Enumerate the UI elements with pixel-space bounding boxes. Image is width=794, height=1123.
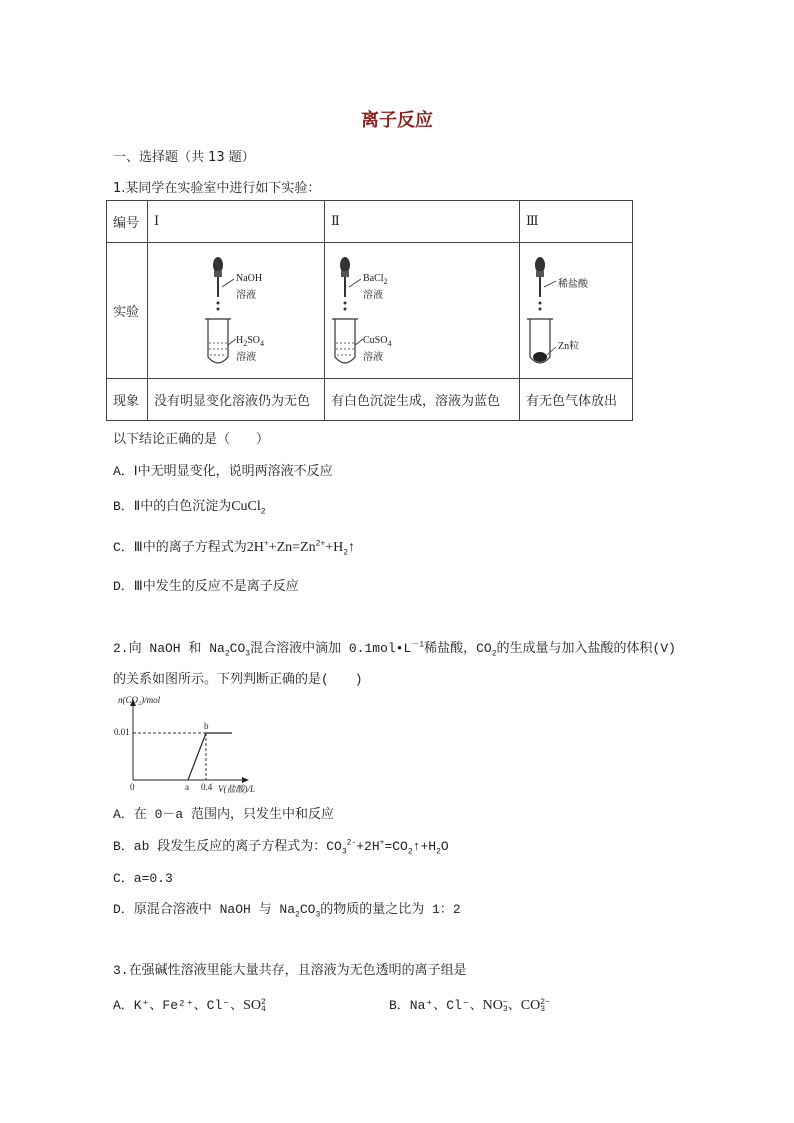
question-1-option-d: D．Ⅲ中发生的反应不是离子反应 (113, 579, 299, 594)
question-1-option-b: B．Ⅱ中的白色沉淀为CuCl$_2$ (113, 499, 266, 517)
exp-1-bottom-reagent: $H_2SO_4$ (236, 335, 265, 348)
exp-2-bottom-reagent: CuSO$_4$ (363, 335, 392, 348)
graph-origin: 0 (130, 782, 135, 792)
exp-2-top-reagent-state: 溶液 (363, 290, 383, 301)
phenomenon-3: 有无色气体放出 (520, 379, 633, 421)
exp-2-figure (325, 243, 520, 379)
exp-3-top-reagent: 稀盐酸 (558, 279, 588, 290)
row-header-phenomenon: 现象 (107, 379, 148, 421)
co2-volume-graph (112, 692, 255, 794)
dropper-tube-3-illustration (520, 243, 632, 377)
graph-point-b: b (204, 721, 209, 731)
graph-x-label: V(盐酸)/L (218, 784, 255, 794)
row-header-id: 编号 (107, 201, 148, 243)
phenomenon-2: 有白色沉淀生成，溶液为蓝色 (325, 379, 520, 421)
question-3-option-a: A．K⁺、Fe²⁺、Cl⁻、SO 2 4 (113, 997, 266, 1014)
graph-y-tick: 0.01 (114, 727, 130, 737)
section-heading: 一、选择题（共 13 题） (113, 150, 255, 165)
graph-point-a: a (185, 782, 189, 792)
question-1-option-a: A．Ⅰ中无明显变化，说明两溶液不反应 (113, 464, 333, 479)
page-title: 离子反应 (361, 110, 433, 131)
graph-y-label: n(CO₂)/mol (118, 695, 161, 705)
exp-id-2: Ⅱ (325, 201, 520, 243)
question-3-option-b: B．Na⁺、Cl⁻、NO − 3 、CO 2− 3 (389, 997, 550, 1014)
question-3-stem: 3.在强碱性溶液里能大量共存，且溶液为无色透明的离子组是 (113, 963, 467, 978)
question-1-stem: 1.某同学在实验室中进行如下实验： (113, 181, 321, 196)
exp-2-top-reagent: BaCl$_2$ (363, 273, 388, 286)
question-2-stem-line-1: 2.向 NaOH 和 $Na_2CO_3$混合溶液中滴加 $0.1mol•L^{-1}$稀盐酸，$CO_2$的生成量与加入盐酸的体积(V) (113, 640, 676, 659)
question-2-option-c: C．a=0.3 (113, 871, 173, 886)
exp-1-top-reagent-state: 溶液 (236, 290, 256, 301)
graph-x-tick: 0.4 (201, 782, 213, 792)
question-2-option-b: B．ab 段发生反应的离子方程式为：$CO_3^{2-}+2H^+=CO_2↑+H_2O$ (113, 838, 449, 857)
row-header-experiment: 实验 (107, 243, 148, 379)
dropper-tube-2-illustration (325, 243, 519, 377)
exp-3-bottom-reagent: Zn粒 (558, 341, 580, 352)
exp-id-3: Ⅲ (520, 201, 633, 243)
question-1-prompt: 以下结论正确的是（ ） (113, 432, 270, 447)
exp-2-bottom-reagent-state: 溶液 (363, 352, 383, 363)
experiment-table (106, 200, 633, 421)
question-2-stem-line-2: 的关系如图所示。下列判断正确的是( ) (113, 672, 363, 687)
exp-1-bottom-reagent-state: 溶液 (236, 352, 256, 363)
question-1-option-c: C．Ⅲ中的离子方程式为$2H^++Zn=Zn^{2+}+H_2↑$ (113, 539, 356, 558)
exp-1-figure (148, 243, 325, 379)
phenomenon-1: 没有明显变化溶液仍为无色 (148, 379, 325, 421)
exp-3-figure (520, 243, 633, 379)
exp-1-top-reagent: NaOH (236, 273, 263, 284)
question-2-option-d: D．原混合溶液中 NaOH 与 $Na_2CO_3$的物质的量之比为 1：2 (113, 902, 461, 920)
question-2-option-a: A．在 0－a 范围内，只发生中和反应 (113, 807, 335, 822)
exp-id-1: Ⅰ (148, 201, 325, 243)
